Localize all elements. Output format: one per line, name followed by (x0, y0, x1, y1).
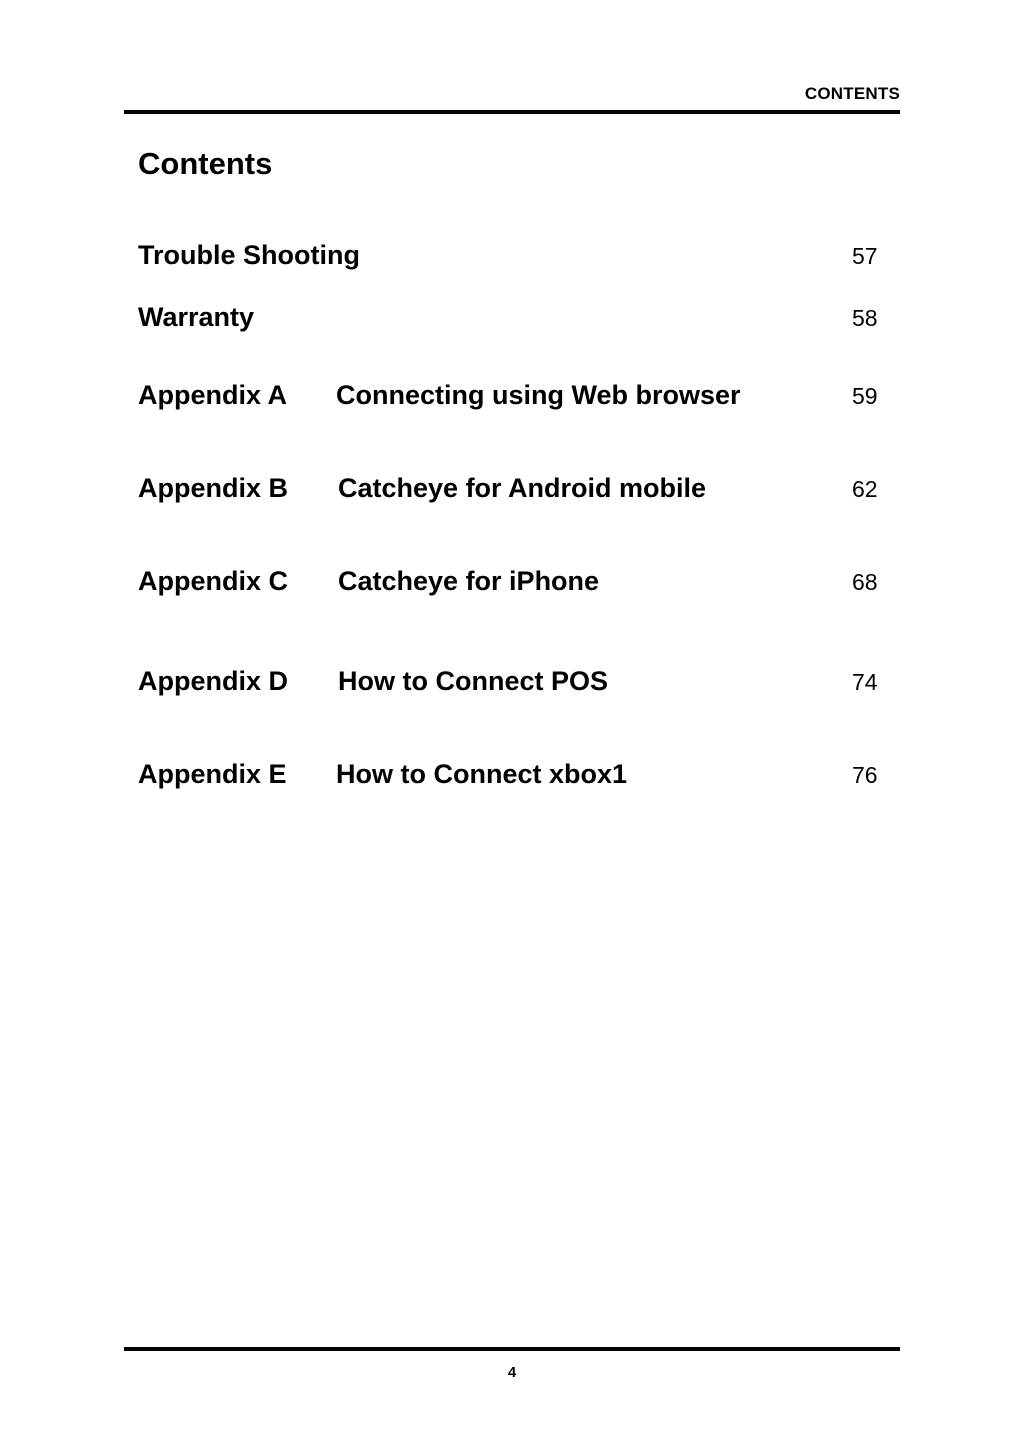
toc-entry-trouble-shooting[interactable] (138, 240, 880, 276)
toc-entry-page: 68 (852, 569, 878, 595)
toc-entry-page: 62 (852, 476, 878, 502)
footer-rule (124, 1347, 900, 1351)
toc-entry-description: How to Connect xbox1 (336, 759, 628, 789)
toc-entry-appendix-a[interactable] (138, 380, 880, 416)
toc-entry-label: Appendix A (138, 380, 288, 410)
toc-entry-page: 57 (852, 243, 878, 269)
running-header: CONTENTS (804, 84, 900, 103)
toc-entry-label: Trouble Shooting (138, 240, 360, 270)
toc-entry-description: Catcheye for iPhone (338, 566, 600, 596)
toc-entry-label: Appendix D (138, 666, 289, 696)
toc-entry-label: Warranty (138, 302, 255, 332)
toc-entry-page: 59 (852, 383, 878, 409)
page-title: Contents (138, 146, 273, 181)
toc-entry-appendix-d[interactable] (138, 666, 880, 702)
toc-entry-appendix-b[interactable] (138, 473, 880, 509)
toc-entry-description: How to Connect POS (338, 666, 608, 696)
header-rule (124, 110, 900, 114)
toc-entry-description: Connecting using Web browser (336, 380, 741, 410)
toc-entry-appendix-e[interactable] (138, 759, 880, 795)
toc-entry-page: 58 (852, 305, 878, 331)
toc-entry-page: 76 (852, 762, 878, 788)
toc-entry-label: Appendix E (138, 759, 287, 789)
toc-entry-warranty[interactable] (138, 302, 880, 338)
toc-entry-appendix-c[interactable] (138, 566, 880, 602)
toc-entry-description: Catcheye for Android mobile (338, 473, 707, 503)
toc-entry-label: Appendix C (138, 566, 289, 596)
page-number: 4 (507, 1364, 517, 1381)
toc-entry-page: 74 (852, 669, 878, 695)
toc-entry-label: Appendix B (138, 473, 289, 503)
